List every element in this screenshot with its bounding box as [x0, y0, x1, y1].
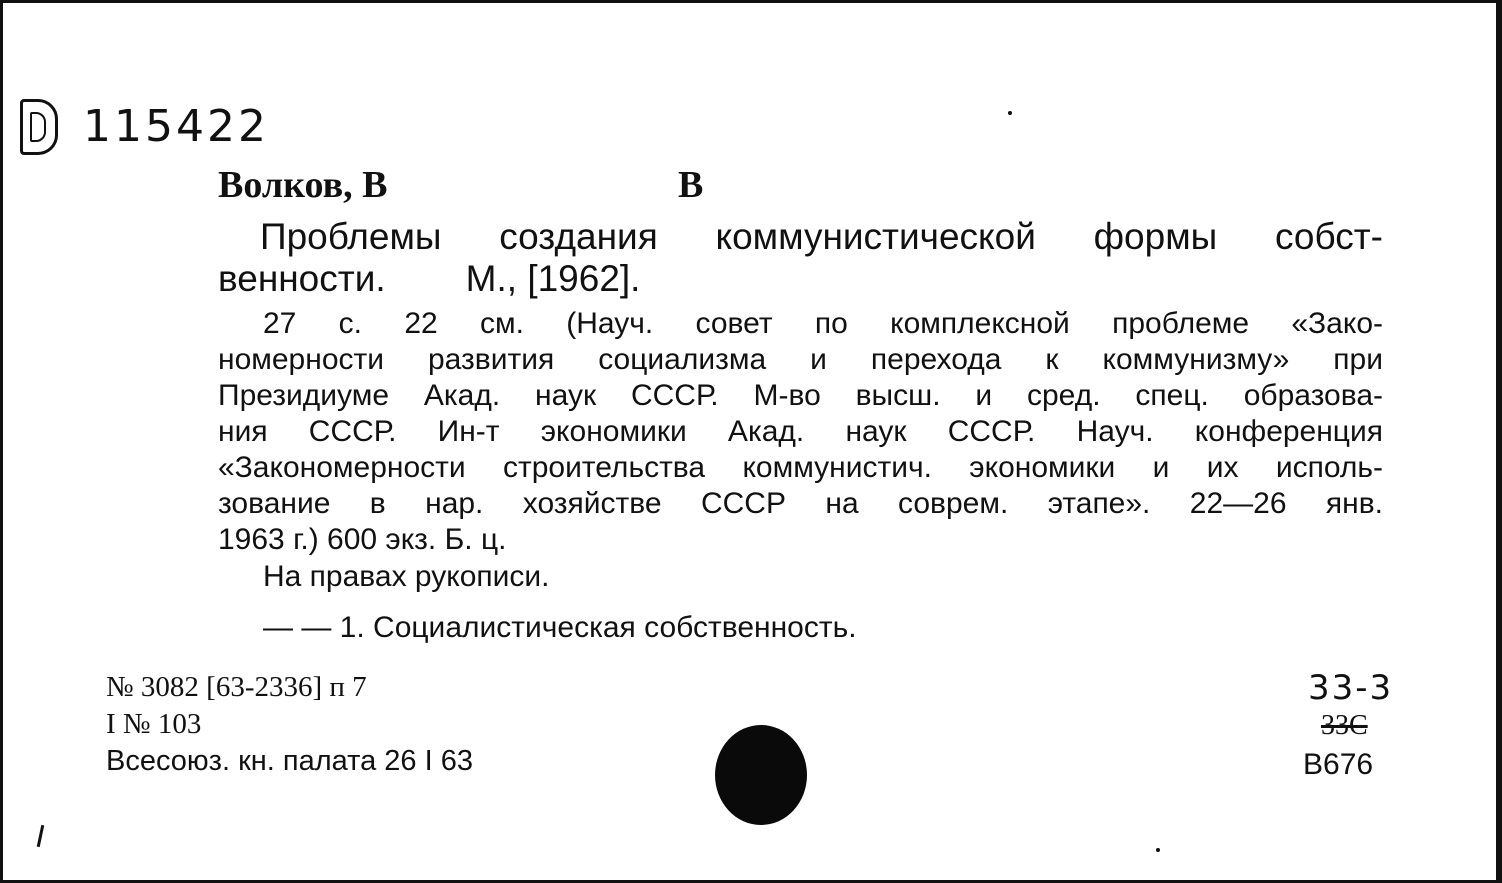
title-line-1: Проблемы создания коммунистической формы собст- — [260, 216, 1383, 257]
registration-line: № 3082 [63-2336] п 7 — [106, 671, 367, 703]
handwritten-inventory-number: 115422 — [83, 101, 269, 152]
speck — [1156, 848, 1160, 852]
struck-class-code: 33С — [1321, 710, 1368, 741]
pen-tick — [37, 825, 45, 847]
subject-heading: — — 1. Социалистическая собственность. — [263, 611, 857, 644]
description-line: номерности развития социализма и перехода к коммунизму» при — [218, 343, 1383, 376]
author-heading: Волков, В — [218, 164, 388, 206]
handwritten-d-mark — [20, 99, 58, 155]
imprint: М., [1962]. — [465, 258, 641, 299]
registration-line: Всесоюз. кн. палата 26 I 63 — [106, 745, 473, 777]
punch-hole — [715, 725, 807, 825]
speck — [1008, 111, 1012, 115]
author-initial: В — [678, 164, 704, 206]
cutter-number: В676 — [1303, 748, 1374, 781]
description-line: 1963 г.) 600 экз. Б. ц. — [218, 523, 507, 556]
description-line: «Закономерности строительства коммунистич. экономики и их исполь- — [218, 451, 1383, 484]
description-line: 27 с. 22 см. (Науч. совет по комплексной проблеме «Зако- — [263, 307, 1383, 340]
registration-line: I № 103 — [106, 708, 202, 740]
title-line-2 — [218, 258, 1383, 300]
description-line: Президиуме Акад. наук СССР. М-во высш. и сред. спец. образова- — [218, 379, 1383, 412]
title-end: венности. — [218, 258, 386, 299]
description-line: зование в нар. хозяйстве СССР на соврем. этапе». 22—26 янв. — [218, 487, 1383, 520]
note: На правах рукописи. — [263, 560, 550, 593]
handwritten-d-mark-inner — [30, 112, 46, 142]
description-line: ния СССР. Ин-т экономики Акад. наук СССР. Науч. конференция — [218, 415, 1383, 448]
handwritten-shelf-code: 33-3 — [1308, 668, 1394, 708]
